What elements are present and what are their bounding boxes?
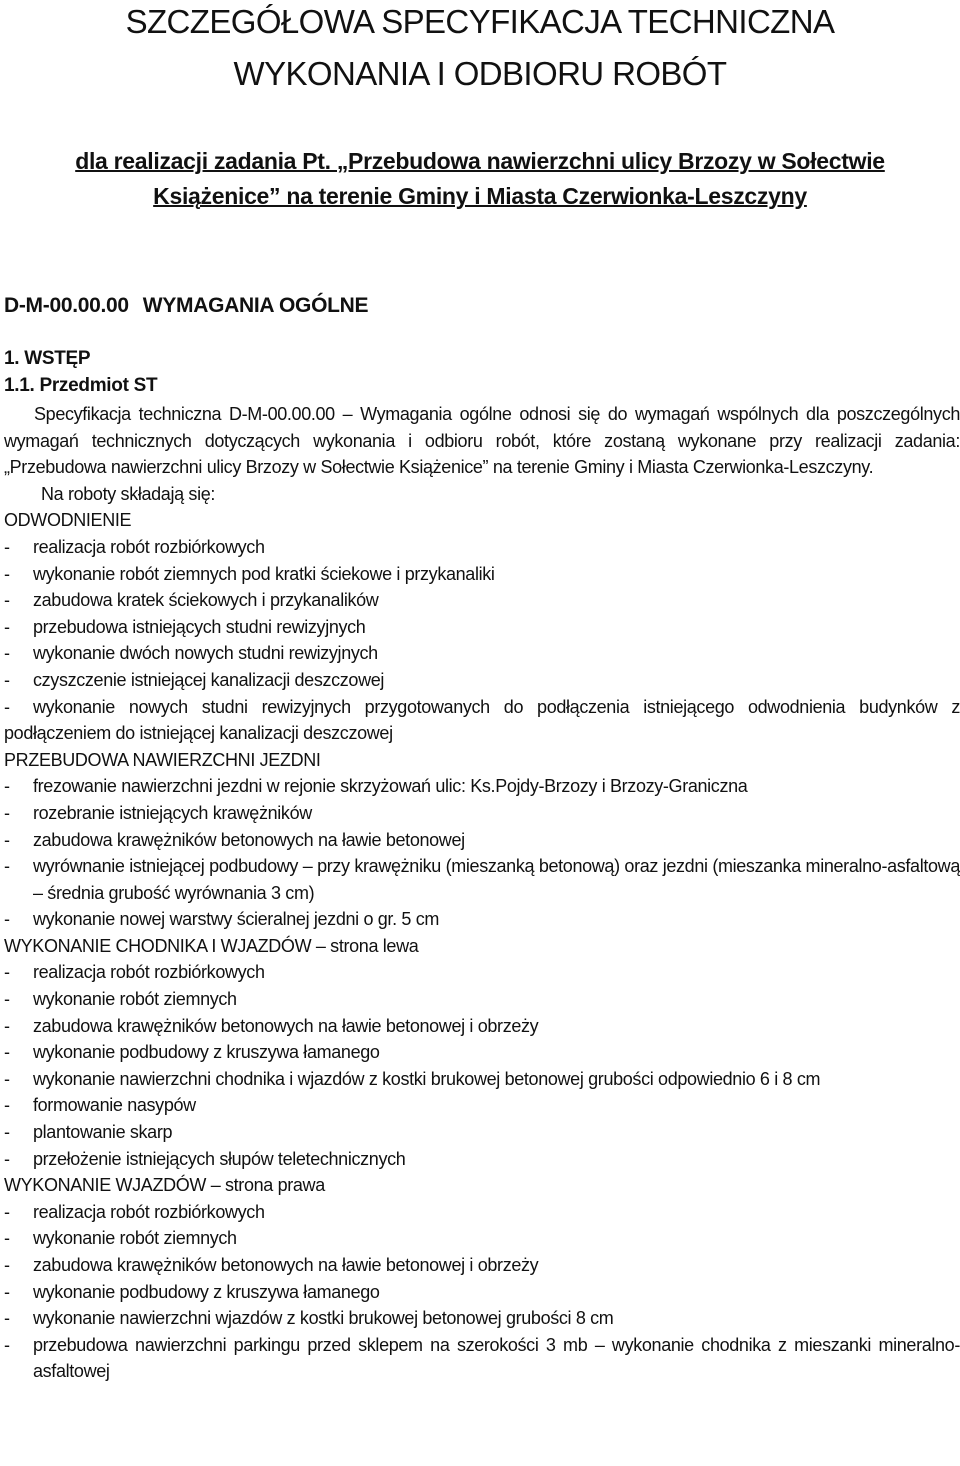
section-heading: PRZEBUDOWA NAWIERZCHNI JEZDNI (4, 749, 321, 770)
list-dash: - (4, 909, 10, 930)
document-subtitle-line-1: dla realizacji zadania Pt. „Przebudowa nawierzchni ulicy Brzozy w Sołectwie (75, 148, 885, 174)
list-dash: - (4, 1122, 10, 1143)
works-sections (4, 507, 960, 1385)
list-item (4, 1066, 960, 1093)
list-item-text: realizacja robót rozbiórkowych (33, 1201, 265, 1222)
list-dash: - (4, 1201, 10, 1222)
list-item (4, 534, 960, 561)
list-item-text: rozebranie istniejących krawężników (33, 802, 312, 823)
list-dash: - (4, 643, 10, 664)
list-dash: - (4, 536, 10, 557)
list-dash: - (4, 856, 10, 877)
list-dash: - (4, 1042, 10, 1063)
list-item-text: wykonanie robót ziemnych (33, 989, 237, 1010)
list-item (4, 959, 960, 986)
list-item (4, 587, 960, 614)
list-item-text: wyrównanie istniejącej podbudowy – przy krawężniku (mieszanką betonową) oraz jezdni (mieszanka mineralno-asfaltową – średnia grubość wyrównania 3 cm) (33, 856, 960, 903)
section-heading-1: 1. WSTĘP (4, 348, 91, 369)
list-item (4, 853, 960, 906)
list-item-text: realizacja robót rozbiórkowych (33, 536, 265, 557)
section-heading: WYKONANIE CHODNIKA I WJAZDÓW – strona lewa (4, 935, 419, 956)
list-item-text: wykonanie podbudowy z kruszywa łamanego (33, 1042, 380, 1063)
list-item-text: przebudowa istniejących studni rewizyjnych (33, 616, 366, 637)
list-dash: - (4, 1255, 10, 1275)
list-item-text: zabudowa kratek ściekowych i przykanalików (33, 590, 379, 611)
list-dash: - (4, 1015, 10, 1036)
list-dash: - (4, 776, 10, 797)
list-item-text: realizacja robót rozbiórkowych (33, 962, 265, 983)
list-dash: - (4, 829, 10, 850)
spec-code: D-M-00.00.00 (4, 294, 129, 317)
list-item (4, 1039, 960, 1066)
list-item (4, 1252, 960, 1279)
list-item-text: wykonanie robót ziemnych (33, 1228, 237, 1249)
list-dash: - (4, 590, 10, 611)
list-item-text: wykonanie nowej warstwy ścieralnej jezdni o gr. 5 cm (33, 909, 439, 930)
list-dash: - (4, 802, 10, 823)
list-item-text: wykonanie nawierzchni chodnika i wjazdów z kostki brukowej betonowej grubości odpowiednio 6 i 8 cm (33, 1068, 821, 1089)
list-dash: - (4, 669, 10, 690)
list-dash: - (4, 1095, 10, 1116)
list-item (4, 694, 960, 747)
list-item (4, 561, 960, 588)
list-item-text: czyszczenie istniejącej kanalizacji deszczowej (33, 669, 385, 690)
list-item (4, 1332, 960, 1385)
list-item (4, 1279, 960, 1306)
list-item (4, 906, 960, 933)
list-item-text: frezowanie nawierzchni jezdni w rejonie skrzyżowań ulic: Ks.Pojdy-Brzozy i Brzozy-Graniczna (33, 776, 748, 797)
list-item (4, 1199, 960, 1226)
list-dash: - (4, 696, 10, 717)
list-item-text: wykonanie nawierzchni wjazdów z kostki brukowej betonowej grubości 8 cm (33, 1308, 614, 1329)
list-item (4, 827, 960, 854)
list-item-text: plantowanie skarp (33, 1122, 173, 1143)
list-dash: - (4, 563, 10, 584)
list-item-text: zabudowa krawężników betonowych na ławie betonowej i obrzeży (33, 1015, 539, 1036)
document-title-line-2: WYKONANIA I ODBIORU ROBÓT (233, 55, 727, 92)
list-item (4, 1092, 960, 1119)
document-subtitle-line-2: Książenice” na terenie Gminy i Miasta Czerwionka-Leszczyny (153, 183, 807, 209)
list-item (4, 773, 960, 800)
document-body (4, 401, 960, 1385)
section-heading: ODWODNIENIE (4, 510, 132, 531)
list-item (4, 1119, 960, 1146)
list-item-text: zabudowa krawężników betonowych na ławie betonowej i obrzeży (33, 1255, 539, 1275)
list-dash: - (4, 1308, 10, 1329)
list-item (4, 667, 960, 694)
list-item-text: formowanie nasypów (33, 1095, 196, 1116)
list-item-text: zabudowa krawężników betonowych na ławie betonowej (33, 829, 465, 850)
section-heading: WYKONANIE WJAZDÓW – strona prawa (4, 1175, 325, 1196)
list-item (4, 1225, 960, 1252)
list-item-text: przełożenie istniejących słupów teletechnicznych (33, 1148, 406, 1169)
list-item (4, 1146, 960, 1173)
list-item-text: wykonanie dwóch nowych studni rewizyjnych (33, 643, 378, 664)
list-dash: - (4, 1228, 10, 1249)
list-dash: - (4, 1148, 10, 1169)
list-item (4, 986, 960, 1013)
list-item-text: wykonanie robót ziemnych pod kratki ściekowe i przykanaliki (33, 563, 495, 584)
list-dash: - (4, 1281, 10, 1302)
list-item-text: wykonanie nowych studni rewizyjnych przygotowanych do podłączenia istniejącego odwodnienia budynków z podłączeniem do istniejącej kanalizacji deszczowej (4, 696, 960, 744)
list-dash: - (4, 989, 10, 1010)
list-item (4, 1305, 960, 1332)
list-item (4, 800, 960, 827)
list-item (4, 640, 960, 667)
list-dash: - (4, 1068, 10, 1089)
list-dash: - (4, 1334, 10, 1355)
spec-code-heading (4, 294, 368, 318)
list-item (4, 1013, 960, 1040)
list-dash: - (4, 962, 10, 983)
intro-paragraph: Specyfikacja techniczna D-M-00.00.00 – Wymagania ogólne odnosi się do wymagań wspólnych dla poszczególnych wymagań technicznych dotyczących wykonania i odbioru robót, które zostaną wykonane przy realizacji zadania: „Przebudowa nawierzchni ulicy Brzozy w Sołectwie Książenice” na terenie Gminy i Miasta Czerwionka-Leszczyny. (4, 404, 960, 478)
document-title-line-1: SZCZEGÓŁOWA SPECYFIKACJA TECHNICZNA (125, 3, 835, 40)
list-item-text: przebudowa nawierzchni parkingu przed sklepem na szerokości 3 mb – wykonanie chodnika z mieszanki mineralno-asfaltowej (33, 1334, 960, 1382)
list-dash: - (4, 616, 10, 637)
works-intro: Na roboty składają się: (41, 483, 216, 504)
section-heading-1-1: 1.1. Przedmiot ST (4, 375, 158, 396)
list-item-text: wykonanie podbudowy z kruszywa łamanego (33, 1281, 380, 1302)
spec-title: WYMAGANIA OGÓLNE (142, 294, 369, 317)
list-item (4, 614, 960, 641)
